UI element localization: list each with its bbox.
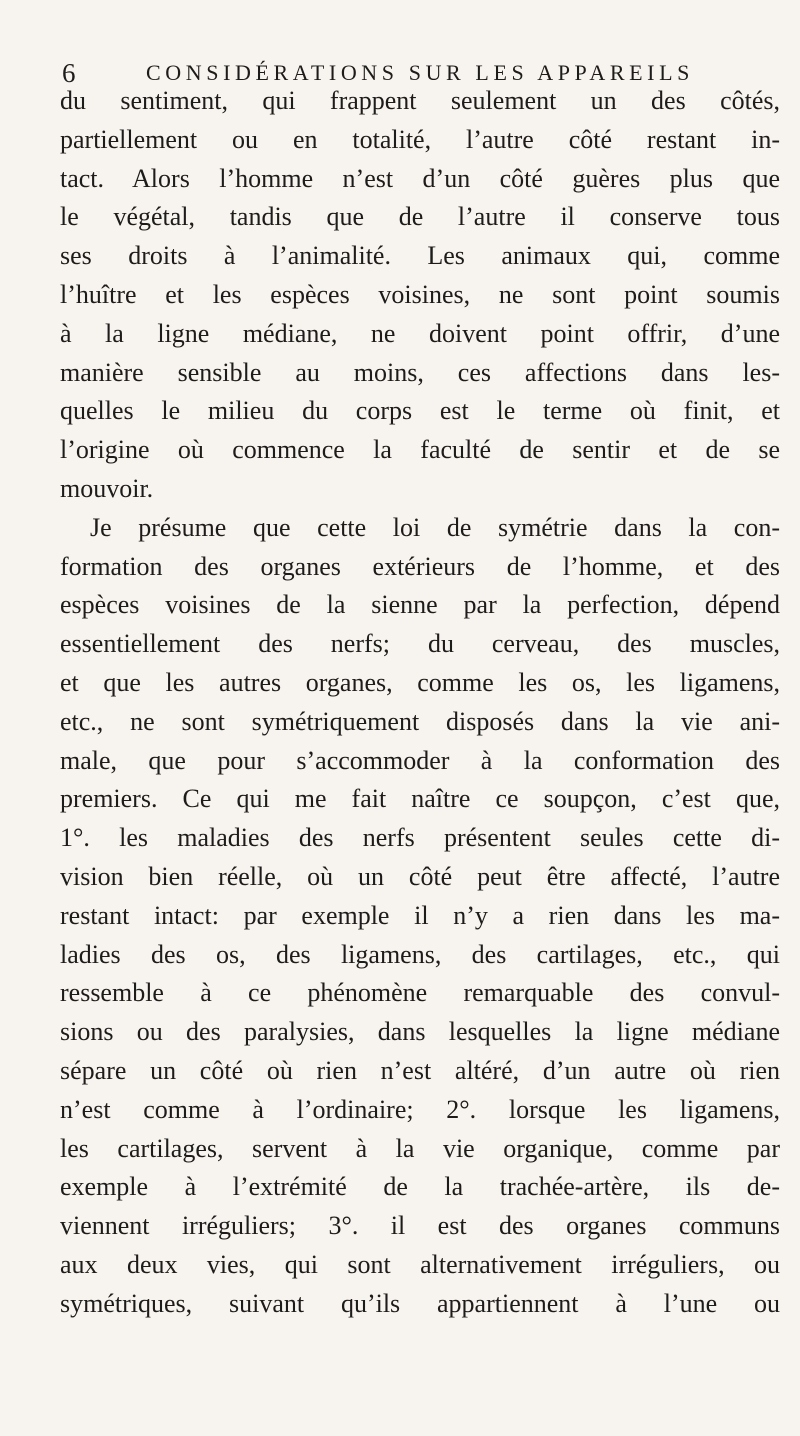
body-text	[60, 82, 780, 1324]
page-number: 6	[62, 58, 76, 88]
text-line: le végétal, tandis que de l’autre il conserve tous	[60, 202, 780, 232]
text-line: et que les autres organes, comme les os, les ligamens,	[60, 667, 780, 697]
text-line: symétriques, suivant qu’ils appartiennent à l’une ou	[60, 1288, 780, 1318]
text-line: male, que pour s’accommoder à la conformation des	[60, 745, 780, 775]
text-line: l’origine où commence la faculté de sentir et de se	[60, 435, 780, 465]
text-line: sions ou des paralysies, dans lesquelles la ligne médiane	[60, 1017, 780, 1047]
text-line: quelles le milieu du corps est le terme où finit, et	[60, 396, 780, 426]
text-line: ladies des os, des ligamens, des cartilages, etc., qui	[60, 939, 780, 969]
paragraph-start-line: Je présume que cette loi de symétrie dans la con-	[90, 512, 780, 542]
text-line: n’est comme à l’ordinaire; 2°. lorsque les ligamens,	[60, 1094, 780, 1124]
text-line: espèces voisines de la sienne par la perfection, dépend	[60, 590, 780, 620]
paragraph-end-line: mouvoir.	[60, 473, 154, 503]
text-line: etc., ne sont symétriquement disposés dans la vie ani-	[60, 706, 780, 736]
text-line: l’huître et les espèces voisines, ne sont point soumis	[60, 279, 780, 309]
text-line: à la ligne médiane, ne doivent point offrir, d’une	[60, 318, 780, 348]
text-line: tact. Alors l’homme n’est d’un côté guères plus que	[60, 163, 780, 193]
text-line: exemple à l’extrémité de la trachée-artère, ils de-	[60, 1172, 780, 1202]
text-line: premiers. Ce qui me fait naître ce soupçon, c’est que,	[60, 784, 780, 814]
text-line: restant intact: par exemple il n’y a rien dans les ma-	[60, 900, 780, 930]
text-line: sépare un côté où rien n’est altéré, d’un autre où rien	[60, 1055, 780, 1085]
text-line: partiellement ou en totalité, l’autre côté restant in-	[60, 124, 780, 154]
text-line: manière sensible au moins, ces affections dans les-	[60, 357, 780, 387]
text-line: du sentiment, qui frappent seulement un des côtés,	[60, 86, 780, 115]
text-line: vision bien réelle, où un côté peut être affecté, l’autre	[60, 861, 780, 891]
text-line: 1°. les maladies des nerfs présentent seules cette di-	[60, 823, 780, 853]
text-line: aux deux vies, qui sont alternativement irréguliers, ou	[60, 1249, 780, 1279]
text-line: essentiellement des nerfs; du cerveau, des muscles,	[60, 629, 780, 659]
text-line: ses droits à l’animalité. Les animaux qui, comme	[60, 241, 780, 271]
running-title: CONSIDÉRATIONS SUR LES APPAREILS	[146, 60, 694, 85]
text-line: formation des organes extérieurs de l’homme, et des	[60, 551, 780, 581]
text-line: ressemble à ce phénomène remarquable des convul-	[60, 978, 780, 1008]
text-line: les cartilages, servent à la vie organique, comme par	[60, 1133, 780, 1163]
text-line: viennent irréguliers; 3°. il est des organes communs	[60, 1211, 780, 1241]
